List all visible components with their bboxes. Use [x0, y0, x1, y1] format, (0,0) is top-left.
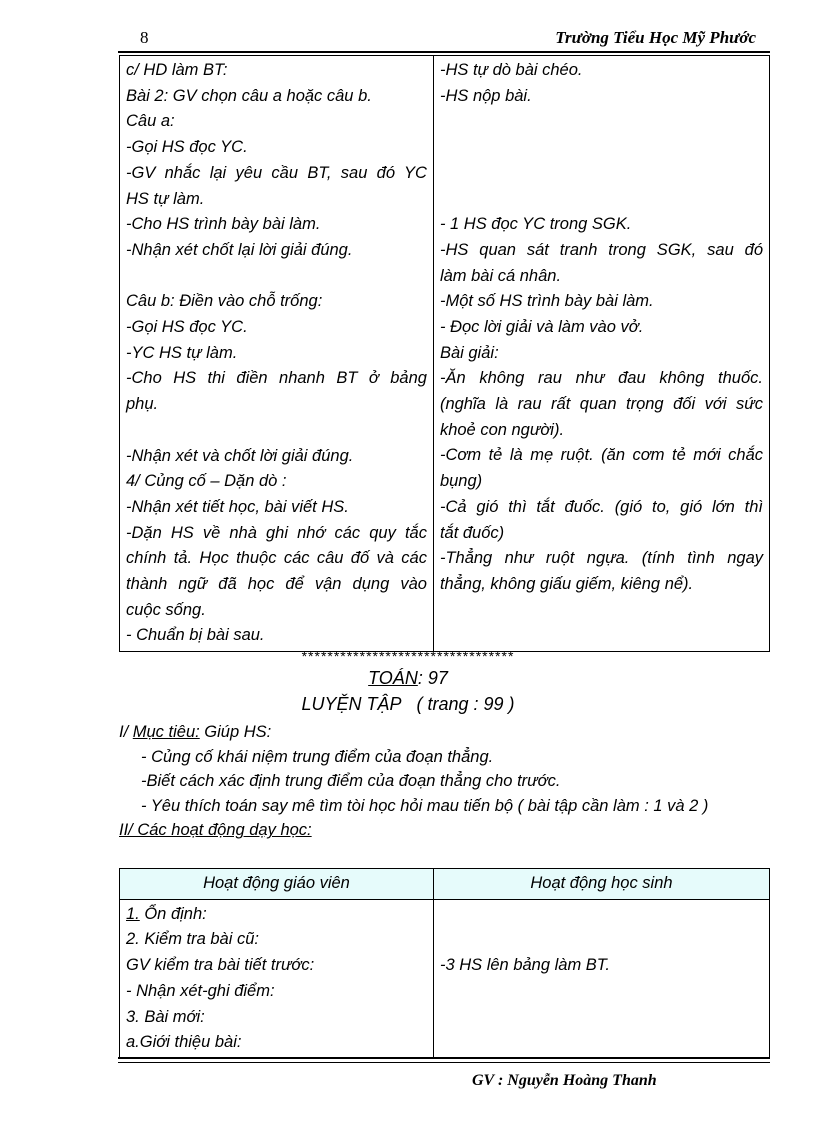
- cell-line: -Ăn không rau như đau không thuốc.: [439, 369, 763, 388]
- cell-line: [126, 264, 427, 290]
- cell-line: [440, 979, 763, 1005]
- cell-line: -HS nộp bài.: [439, 86, 532, 105]
- cell-line: -YC HS tự làm.: [126, 343, 238, 362]
- cell-line: [440, 1030, 763, 1056]
- lesson-table-continued: [119, 55, 770, 652]
- cell-line: -Dặn HS về nhà ghi nhớ các quy tắc: [126, 523, 427, 542]
- header-rule: [118, 51, 770, 53]
- cell-line: HS tự làm.: [126, 189, 205, 208]
- activities-heading: II/ Các hoạt động dạy học:: [119, 821, 312, 840]
- cell-line: 4/ Củng cố – Dặn dò :: [126, 472, 287, 491]
- cell-line: a.Giới thiệu bài:: [126, 1033, 242, 1052]
- lesson-title-text: LUYỆN TẬP: [301, 694, 402, 714]
- cell-line: [126, 418, 427, 444]
- col-teacher-header: Hoạt động giáo viên: [120, 869, 434, 900]
- cell-line: tắt đuốc): [439, 523, 505, 542]
- cell-line: [440, 902, 763, 928]
- cell-line: c/ HD làm BT:: [126, 61, 228, 79]
- cell-line: [440, 161, 763, 187]
- cell-line: - 1 HS đọc YC trong SGK.: [439, 215, 632, 234]
- cell-line: -Cả gió thì tắt đuốc. (gió to, gió lớn thì: [439, 497, 763, 516]
- cell-line: [440, 927, 763, 953]
- step-text: Ổn định:: [139, 904, 207, 923]
- objectives-item-1: - Củng cố khái niệm trung điểm của đoạn thẳng.: [141, 747, 494, 766]
- cell-line: -Nhận xét tiết học, bài viết HS.: [126, 497, 349, 516]
- objectives-section: [119, 720, 779, 843]
- cell-line: khoẻ con người).: [439, 420, 565, 439]
- cell-line: 3. Bài mới:: [126, 1007, 205, 1026]
- cell-line: Câu a:: [126, 112, 175, 131]
- cell-line: [440, 109, 763, 135]
- cell-line: -Thẳng như ruột ngựa. (tính tình ngay: [439, 549, 763, 568]
- cell-line: thành ngữ đã học để vận dụng vào: [126, 575, 427, 594]
- cell-line: [440, 135, 763, 161]
- cell-line: - Nhận xét-ghi điểm:: [126, 981, 275, 1000]
- cell-line: phụ.: [126, 395, 159, 414]
- lesson-subject: [0, 668, 816, 689]
- footer-rule-thick: [118, 1057, 770, 1059]
- objectives-item-2: -Biết cách xác định trung điểm của đoạn thẳng cho trước.: [141, 772, 561, 791]
- lesson-page-ref: ( trang : 99 ): [416, 694, 515, 714]
- cell-line: -Gọi HS đọc YC.: [126, 138, 248, 157]
- objectives-rest: Giúp HS:: [199, 723, 272, 741]
- col-student-header: Hoạt động học sinh: [433, 869, 769, 900]
- teacher-name: GV : Nguyễn Hoàng Thanh: [472, 1072, 657, 1089]
- objectives-item-3: - Yêu thích toán say mê tìm tòi học hỏi mau tiến bộ ( bài tập cần làm : 1 và 2 ): [141, 796, 709, 815]
- cell-line: -3 HS lên bảng làm BT.: [439, 956, 610, 975]
- cell-line: -Một số HS trình bày bài làm.: [439, 292, 654, 311]
- cell-line: -GV nhắc lại yêu cầu BT, sau đó YC: [126, 163, 427, 182]
- step-number: 1.: [126, 904, 140, 923]
- teacher-activity-cell: [120, 899, 434, 1058]
- cell-line: 2. Kiểm tra bài cũ:: [126, 930, 259, 949]
- cell-line: -Cơm tẻ là mẹ ruột. (ăn cơm tẻ mới chắc: [439, 446, 763, 465]
- cell-line: Bài 2: GV chọn câu a hoặc câu b.: [126, 86, 372, 105]
- cell-line: -HS tự dò bài chéo.: [439, 61, 583, 79]
- student-activity-cell: [433, 899, 769, 1058]
- cell-line: -Cho HS trình bày bài làm.: [126, 215, 321, 234]
- cell-line: -Nhận xét chốt lại lời giải đúng.: [126, 240, 353, 259]
- cell-line: làm bài cá nhân.: [439, 266, 562, 285]
- cell-line: thẳng, không giấu giếm, kiêng nể).: [439, 575, 694, 593]
- page-number: 8: [140, 28, 149, 47]
- cell-line: chính tả. Học thuộc các câu đố và các: [126, 549, 427, 568]
- objectives-heading: [119, 720, 779, 745]
- cell-line: (nghĩa là rau rất quan trọng đối với sức: [439, 395, 763, 414]
- lesson-number: : 97: [417, 668, 448, 688]
- student-activity-cell: [433, 56, 769, 652]
- cell-line: -Nhận xét và chốt lời giải đúng.: [126, 446, 354, 465]
- objectives-label: Mục tiêu:: [132, 723, 200, 741]
- footer-rule-thin: [118, 1062, 770, 1063]
- section-divider: *********************************: [301, 648, 515, 664]
- step-stabilize: [126, 902, 427, 928]
- cell-line: bụng): [439, 472, 483, 491]
- school-name: Trường Tiểu Học Mỹ Phước: [555, 28, 756, 47]
- cell-line: -Gọi HS đọc YC.: [126, 318, 248, 337]
- cell-line: - Chuẩn bị bài sau.: [126, 626, 265, 645]
- cell-line: GV kiểm tra bài tiết trước:: [126, 956, 315, 975]
- subject-label: TOÁN: [368, 668, 418, 688]
- objectives-prefix: I/: [119, 723, 129, 741]
- activities-table: [119, 868, 770, 1059]
- cell-line: -HS quan sát tranh trong SGK, sau đó: [439, 240, 763, 259]
- cell-line: Bài giải:: [439, 343, 499, 362]
- cell-line: - Đọc lời giải và làm vào vở.: [439, 317, 644, 336]
- cell-line: cuộc sống.: [126, 600, 206, 619]
- teacher-activity-cell: [120, 56, 434, 652]
- cell-line: Câu b: Điền vào chỗ trống:: [126, 292, 323, 311]
- cell-line: [440, 186, 763, 212]
- cell-line: [440, 1004, 763, 1030]
- lesson-title: [0, 694, 816, 715]
- cell-line: -Cho HS thi điền nhanh BT ở bảng: [126, 369, 427, 388]
